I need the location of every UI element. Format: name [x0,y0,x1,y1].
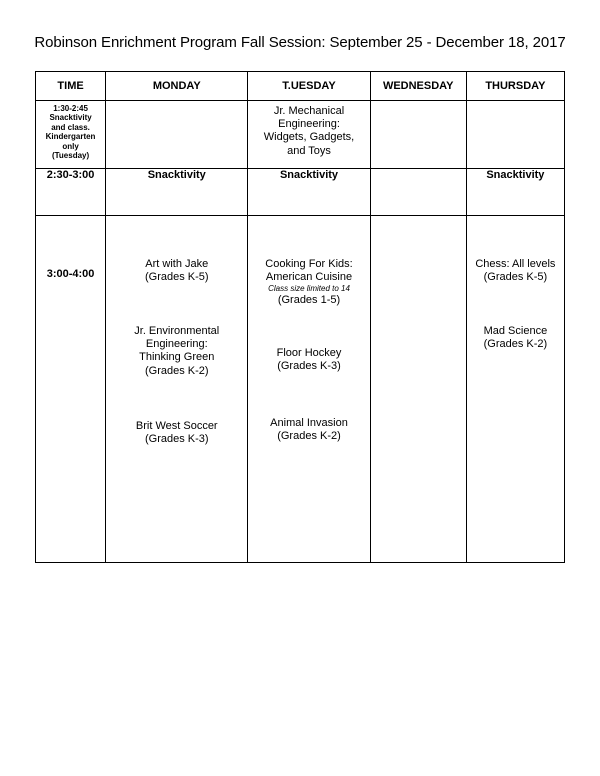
schedule-table [35,71,565,563]
tuesday-cell-kindergarten [248,101,370,169]
monday-cell-kindergarten [106,101,248,169]
thursday-snack: Snacktivity [466,169,564,216]
class-title: Brit West Soccer [135,420,218,432]
class-title: Mad Science [483,325,548,337]
class-item [467,325,564,351]
class-item [106,325,247,378]
class-title: Thinking Green [139,351,215,364]
header-row [36,72,565,101]
class-grades: (Grades K-2) [144,364,209,377]
class-grades: (Grades K-2) [277,430,341,443]
class-item [106,420,247,446]
class-item [248,417,369,443]
header-thursday: THURSDAY [466,72,564,101]
class-item [248,347,369,373]
class-item [248,258,369,307]
monday-classes [106,216,248,563]
header-time: TIME [36,72,106,101]
class-grades: (Grades K-5) [144,271,209,284]
class-title: Chess: All levels [475,258,556,270]
thursday-cell-kindergarten [466,101,564,169]
row-classes [36,216,565,563]
class-title: Floor Hockey [276,347,342,359]
class-title: Jr. Environmental [134,325,220,337]
class-note: Class size limited to 14 [268,284,350,294]
class-title: Cooking For Kids: [265,258,353,270]
wednesday-classes [370,216,466,563]
monday-snack: Snacktivity [106,169,248,216]
row-kindergarten [36,101,565,169]
tuesday-classes [248,216,370,563]
tuesday-snack: Snacktivity [248,169,370,216]
time-line: only [62,141,79,151]
class-title: Animal Invasion [270,417,348,429]
time-cell-snack: 2:30-3:00 [36,169,106,216]
class-grades: (Grades K-3) [277,360,341,373]
header-wednesday: WEDNESDAY [370,72,466,101]
page-title: Robinson Enrichment Program Fall Session: September 25 - December 18, 2017 [34,34,566,51]
header-monday: MONDAY [106,72,248,101]
class-grades: (Grades 1-5) [277,293,341,306]
class-grades: (Grades K-2) [483,338,548,351]
class-line: Engineering: [278,118,340,131]
time-line: (Tuesday) [51,151,90,161]
thursday-classes [466,216,564,563]
header-tuesday: T.UESDAY [248,72,370,101]
time-line: 1:30-2:45 [53,104,88,113]
class-title: Art with Jake [145,258,209,270]
class-grades: (Grades K-5) [483,271,548,284]
time-line: and class. [51,122,90,132]
row-snacktivity [36,169,565,216]
time-cell-kindergarten [36,101,106,169]
class-item [467,258,564,284]
time-line: Snacktivity [49,113,92,123]
class-item [106,258,247,284]
time-line: Kindergarten [45,132,96,142]
wednesday-cell-kindergarten [370,101,466,169]
time-cell-classes [36,216,106,563]
time-label: 3:00-4:00 [46,268,95,280]
class-line: Jr. Mechanical [273,105,345,117]
class-grades: (Grades K-3) [144,433,209,446]
class-line: Widgets, Gadgets, [263,131,355,144]
class-title: American Cuisine [265,271,353,284]
class-title: Engineering: [145,338,208,351]
wednesday-snack [370,169,466,216]
class-line: and Toys [287,144,331,157]
